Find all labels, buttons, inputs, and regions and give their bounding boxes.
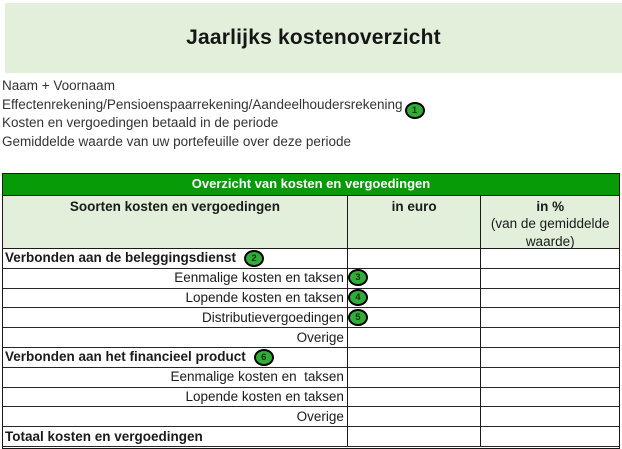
- cell-euro[interactable]: [347, 348, 481, 367]
- note-badge-5[interactable]: 5: [348, 309, 368, 326]
- cell-label[interactable]: [3, 328, 347, 347]
- cell-percent[interactable]: [480, 269, 619, 288]
- cell-euro[interactable]: [347, 388, 481, 407]
- header-label: in euro: [391, 198, 437, 214]
- cell-label[interactable]: [3, 289, 361, 308]
- table-row: [3, 328, 619, 348]
- row-label: Overige: [296, 329, 344, 345]
- row-label: Lopende kosten en taksen: [185, 289, 344, 305]
- table-row: [3, 427, 619, 447]
- cell-euro[interactable]: [347, 328, 481, 347]
- cell-label[interactable]: [3, 308, 361, 327]
- note-badge-3[interactable]: 3: [348, 269, 368, 286]
- table-row: [3, 249, 619, 269]
- table-header-row: [3, 196, 619, 250]
- cell-percent[interactable]: [480, 348, 619, 367]
- cell-percent[interactable]: [480, 368, 619, 387]
- note-badge-4[interactable]: 4: [348, 289, 368, 306]
- cell-euro[interactable]: [347, 249, 481, 268]
- cell-percent[interactable]: [480, 308, 619, 327]
- cell-label[interactable]: [3, 427, 347, 446]
- cell-percent[interactable]: [480, 249, 619, 268]
- page-title: Jaarlijks kostenoverzicht: [186, 26, 441, 49]
- table-caption: Overzicht van kosten en vergoedingen: [3, 174, 619, 196]
- cell-euro[interactable]: [347, 407, 481, 426]
- cell-label[interactable]: [3, 388, 347, 407]
- cell-label[interactable]: [3, 348, 347, 367]
- table-row: [3, 269, 619, 289]
- note-badge-2[interactable]: 2: [244, 250, 264, 267]
- row-label: Overige: [296, 408, 344, 424]
- cell-label[interactable]: [3, 368, 347, 387]
- row-label: Eenmalige kosten en taksen: [174, 270, 344, 286]
- cell-label[interactable]: [3, 269, 361, 288]
- cell-label[interactable]: [3, 407, 347, 426]
- row-label: Verbonden aan de beleggingsdienst: [5, 250, 237, 266]
- header-label: in %: [536, 198, 565, 214]
- row-label: Distributievergoedingen: [202, 309, 344, 325]
- info-line: [2, 77, 612, 96]
- table-row: [3, 368, 619, 388]
- row-label: Totaal kosten en vergoedingen: [5, 428, 203, 444]
- note-badge-1[interactable]: 1: [405, 102, 425, 119]
- row-label: Verbonden aan het financieel product: [5, 349, 246, 365]
- cell-percent[interactable]: [480, 328, 619, 347]
- table-row: [3, 348, 619, 368]
- note-badge-6[interactable]: 6: [254, 349, 274, 366]
- cell-percent[interactable]: [480, 427, 619, 446]
- title-band: [5, 3, 622, 73]
- header-cell-percent[interactable]: [480, 196, 619, 249]
- table-row: [3, 308, 619, 328]
- cell-percent[interactable]: [480, 289, 619, 308]
- cell-percent[interactable]: [480, 388, 619, 407]
- row-label: Eenmalige kosten en taksen: [170, 369, 344, 385]
- info-text: Naam + Voornaam: [2, 78, 115, 93]
- header-cell-euro[interactable]: [347, 196, 481, 249]
- table-row: [3, 388, 619, 408]
- info-line: [2, 114, 612, 133]
- table-row: [3, 407, 619, 427]
- cell-label[interactable]: [3, 249, 347, 268]
- cell-euro[interactable]: [347, 427, 481, 446]
- table-body: [3, 249, 619, 447]
- cell-euro[interactable]: [347, 368, 481, 387]
- info-text: Effectenrekening/Pensioenspaarrekening/Aandeelhoudersrekening: [2, 96, 403, 112]
- header-label: Soorten kosten en vergoedingen: [69, 198, 280, 214]
- cost-table: [2, 173, 620, 449]
- info-line: [2, 96, 612, 115]
- info-line: [2, 133, 612, 152]
- header-sublabel: (van de gemiddelde waarde): [490, 216, 610, 249]
- cell-percent[interactable]: [480, 407, 619, 426]
- row-label: Lopende kosten en taksen: [185, 388, 344, 404]
- info-block: [2, 77, 612, 151]
- info-text: Kosten en vergoedingen betaald in de periode: [2, 115, 279, 130]
- info-text: Gemiddelde waarde van uw portefeuille over deze periode: [2, 133, 351, 149]
- header-cell-soorten[interactable]: [3, 196, 347, 249]
- table-row: [3, 289, 619, 309]
